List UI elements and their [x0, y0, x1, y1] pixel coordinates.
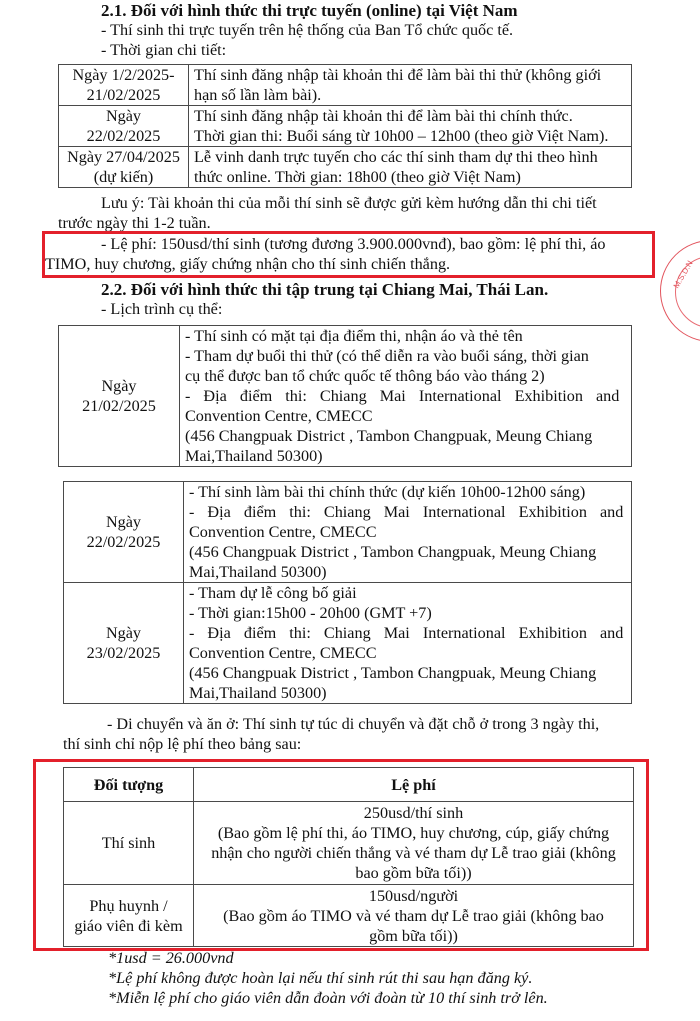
- date-text: (dự kiến): [93, 168, 154, 186]
- table-row: [59, 147, 632, 188]
- description-text: Mai,Thailand 50300): [189, 563, 327, 581]
- description-cell: [184, 482, 632, 583]
- description-cell: [184, 583, 632, 704]
- header-target: Đối tượng: [64, 768, 194, 802]
- description-text: - Địa điểm thi: Chiang Mai International Exhibition and: [189, 503, 624, 521]
- footnote-refund: *Lệ phí không được hoàn lại nếu thí sinh rút thi sau hạn đăng ký.: [108, 969, 533, 987]
- date-text: 21/02/2025: [82, 397, 156, 415]
- table-row: [59, 326, 632, 467]
- online-fee-line-2: TIMO, huy chương, giấy chứng nhận cho thí sinh chiến thắng.: [45, 255, 451, 273]
- fee-description: gồm bữa tối)): [369, 926, 458, 945]
- description-text: - Tham dự lễ công bố giải: [189, 584, 357, 602]
- description-text: - Thí sinh làm bài thi chính thức (dự kiến 10h00-12h00 sáng): [189, 483, 586, 501]
- target-cell: [64, 802, 194, 885]
- date-text: 22/02/2025: [86, 127, 161, 145]
- stamp-text: M.S.D.N: [671, 259, 695, 290]
- description-text: - Địa điểm thi: Chiang Mai International Exhibition and: [189, 624, 624, 642]
- description-text: Thí sinh đăng nhập tài khoản thi để làm bài thi thử (không giới: [194, 66, 602, 84]
- travel-line-1: - Di chuyển và ăn ở: Thí sinh tự túc di chuyển và đặt chỗ ở trong 3 ngày thi,: [107, 715, 600, 733]
- table-row: [59, 65, 632, 106]
- offline-schedule-day1-table: [58, 325, 632, 467]
- fee-cell: [194, 802, 634, 885]
- fee-description: (Bao gồm áo TIMO và vé tham dự Lễ trao giải (không bao: [223, 906, 604, 925]
- section-2-1-heading: 2.1. Đối với hình thức thi trực tuyến (online) tại Việt Nam: [101, 1, 518, 20]
- description-text: hạn số lần làm bài).: [194, 86, 322, 104]
- note-line-1: Lưu ý: Tài khoản thi của mỗi thí sinh sẽ được gửi kèm hướng dẫn thi chi tiết: [101, 194, 597, 212]
- fee-description: bao gồm bữa tối)): [355, 864, 472, 882]
- footnote-exchange-rate: *1usd = 26.000vnd: [108, 949, 234, 967]
- date-cell: [64, 583, 184, 704]
- date-text: Ngày: [105, 107, 142, 125]
- description-text: (456 Changpuak District , Tambon Changpuak, Meung Chiang: [189, 543, 597, 561]
- description-text: Convention Centre, CMECC: [185, 407, 373, 425]
- table-row: [64, 482, 632, 583]
- date-text: 21/02/2025: [86, 86, 161, 104]
- date-text: Ngày 1/2/2025-: [72, 66, 175, 84]
- date-cell: [59, 326, 180, 467]
- header-fee: Lệ phí: [194, 768, 634, 802]
- footnote-teacher-waiver: *Miễn lệ phí cho giáo viên dẫn đoàn với đoàn từ 10 thí sinh trở lên.: [108, 989, 548, 1007]
- date-cell: [59, 65, 189, 106]
- date-cell: [59, 147, 189, 188]
- description-text: thức online. Thời gian: 18h00 (theo giờ Việt Nam): [194, 168, 521, 186]
- online-bullet-time: - Thời gian chi tiết:: [101, 41, 227, 59]
- description-text: - Địa điểm thi: Chiang Mai International Exhibition and: [185, 387, 620, 405]
- description-text: Convention Centre, CMECC: [189, 644, 377, 662]
- fee-description: nhận cho người chiến thắng và vé tham dự Lễ trao giải (không: [211, 844, 616, 862]
- offline-bullet-schedule: - Lịch trình cụ thể:: [101, 300, 223, 318]
- target-text: Phụ huynh /: [89, 896, 168, 915]
- fee-cell: [194, 885, 634, 947]
- target-text: Thí sinh: [101, 834, 156, 852]
- description-text: Mai,Thailand 50300): [189, 684, 327, 702]
- travel-line-2: thí sinh chỉ nộp lệ phí theo bảng sau:: [63, 735, 302, 753]
- note-line-2: trước ngày thi 1-2 tuần.: [58, 214, 211, 232]
- fee-amount: 250usd/thí sinh: [363, 804, 464, 822]
- date-cell: [64, 482, 184, 583]
- description-text: - Thí sinh có mặt tại địa điểm thi, nhận áo và thẻ tên: [185, 327, 523, 345]
- online-fee-line-1: - Lệ phí: 150usd/thí sinh (tương đương 3.900.000vnđ), bao gồm: lệ phí thi, áo: [101, 235, 606, 253]
- target-cell: [64, 885, 194, 947]
- section-2-2-heading: 2.2. Đối với hình thức thi tập trung tại Chiang Mai, Thái Lan.: [101, 280, 549, 299]
- description-text: (456 Changpuak District , Tambon Changpuak, Meung Chiang: [185, 427, 593, 445]
- description-text: (456 Changpuak District , Tambon Changpuak, Meung Chiang: [189, 664, 597, 682]
- description-text: Lễ vinh danh trực tuyến cho các thí sinh tham dự thi theo hình: [194, 148, 598, 166]
- fee-description: (Bao gồm lệ phí thi, áo TIMO, huy chương, cúp, giấy chứng: [217, 824, 610, 842]
- online-bullet-system: - Thí sinh thi trực tuyến trên hệ thống của Ban Tổ chức quốc tế.: [101, 21, 514, 39]
- description-cell: [180, 326, 632, 467]
- fee-amount: 150usd/người: [368, 886, 459, 905]
- description-text: Convention Centre, CMECC: [189, 523, 377, 541]
- table-header-row: [64, 768, 634, 802]
- date-text: 23/02/2025: [86, 644, 161, 662]
- table-row: [64, 802, 634, 885]
- table-row: [64, 885, 634, 947]
- offline-schedule-table: [63, 481, 632, 704]
- fee-table: [63, 767, 634, 947]
- description-text: Thời gian thi: Buổi sáng từ 10h00 – 12h00 (theo giờ Việt Nam).: [194, 127, 609, 145]
- date-text: 22/02/2025: [86, 533, 161, 551]
- date-cell: [59, 106, 189, 147]
- description-cell: [189, 147, 632, 188]
- description-text: - Tham dự buổi thi thử (có thể diễn ra vào buổi sáng, thời gian: [185, 347, 589, 365]
- date-text: Ngày: [101, 377, 137, 395]
- description-text: Mai,Thailand 50300): [185, 447, 323, 465]
- description-text: Thí sinh đăng nhập tài khoản thi để làm bài thi chính thức.: [194, 107, 573, 125]
- date-text: Ngày 27/04/2025: [67, 148, 180, 166]
- table-row: [64, 583, 632, 704]
- description-cell: [189, 106, 632, 147]
- table-row: [59, 106, 632, 147]
- description-cell: [189, 65, 632, 106]
- online-schedule-table: [58, 64, 632, 188]
- description-text: - Thời gian:15h00 - 20h00 (GMT +7): [189, 604, 432, 622]
- target-text: giáo viên đi kèm: [74, 916, 183, 935]
- date-text: Ngày: [105, 624, 142, 642]
- date-text: Ngày: [105, 513, 142, 531]
- description-text: cụ thể được ban tổ chức quốc tế thông báo vào tháng 2): [185, 367, 545, 385]
